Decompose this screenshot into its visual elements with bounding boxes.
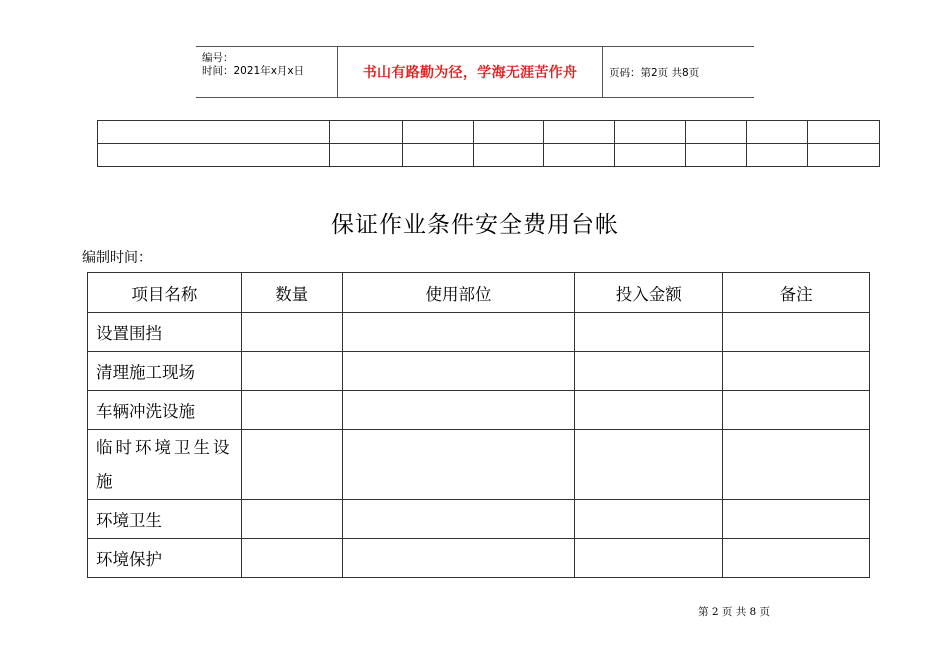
- blank-row: [98, 121, 880, 144]
- item-name-cell: 车辆冲洗设施: [88, 391, 242, 430]
- blank-grid: [97, 120, 880, 167]
- quantity-cell: [241, 430, 342, 500]
- blank-cell: [329, 121, 402, 144]
- column-header: 备注: [723, 273, 870, 313]
- page-header: [196, 46, 754, 98]
- blank-cell: [329, 144, 402, 167]
- motto: 书山有路勤为径，学海无涯苦作舟: [338, 47, 603, 97]
- blank-cell: [686, 144, 747, 167]
- item-name-cell: 环境卫生: [88, 500, 242, 539]
- blank-row: [98, 144, 880, 167]
- remarks-cell: [723, 430, 870, 500]
- blank-cell: [686, 121, 747, 144]
- usage-location-cell: [342, 539, 575, 578]
- table-row: [88, 539, 870, 578]
- header-meta: [196, 47, 338, 97]
- time-label: 时间：2021年x月x日: [202, 65, 305, 77]
- table-row: [88, 352, 870, 391]
- quantity-cell: [241, 500, 342, 539]
- table-header-row: [88, 273, 870, 313]
- column-header: 数量: [241, 273, 342, 313]
- ledger-table: [87, 272, 870, 578]
- amount-cell: [575, 500, 723, 539]
- blank-cell: [402, 121, 473, 144]
- amount-cell: [575, 352, 723, 391]
- blank-cell: [544, 144, 615, 167]
- blank-cell: [615, 121, 686, 144]
- usage-location-cell: [342, 313, 575, 352]
- amount-cell: [575, 313, 723, 352]
- blank-cell: [747, 121, 808, 144]
- item-name-cell: 设置围挡: [88, 313, 242, 352]
- number-label: 编号：: [202, 52, 234, 64]
- blank-cell: [473, 144, 544, 167]
- blank-cell: [98, 121, 330, 144]
- usage-location-cell: [342, 430, 575, 500]
- remarks-cell: [723, 313, 870, 352]
- amount-cell: [575, 539, 723, 578]
- item-name-cell: 环境保护: [88, 539, 242, 578]
- blank-cell: [808, 144, 880, 167]
- blank-cell: [402, 144, 473, 167]
- quantity-cell: [241, 539, 342, 578]
- blank-cell: [544, 121, 615, 144]
- amount-cell: [575, 391, 723, 430]
- blank-cell: [473, 121, 544, 144]
- page-footer: 第 2 页 共 8 页: [698, 606, 771, 618]
- item-name-cell: 临时环境卫生设施: [88, 430, 242, 500]
- usage-location-cell: [342, 500, 575, 539]
- column-header: 投入金额: [575, 273, 723, 313]
- table-row: [88, 313, 870, 352]
- remarks-cell: [723, 500, 870, 539]
- remarks-cell: [723, 539, 870, 578]
- table-row: [88, 500, 870, 539]
- blank-cell: [808, 121, 880, 144]
- page-number-label: 页码：第2页 共8页: [609, 66, 700, 79]
- blank-cell: [98, 144, 330, 167]
- compile-time-label: 编制时间：: [82, 250, 152, 266]
- remarks-cell: [723, 391, 870, 430]
- quantity-cell: [241, 391, 342, 430]
- document-title: 保证作业条件安全费用台帐: [331, 212, 619, 238]
- blank-cell: [747, 144, 808, 167]
- table-row: [88, 430, 870, 500]
- column-header: 使用部位: [342, 273, 575, 313]
- column-header: 项目名称: [88, 273, 242, 313]
- table-row: [88, 391, 870, 430]
- amount-cell: [575, 430, 723, 500]
- blank-cell: [615, 144, 686, 167]
- item-name-cell: 清理施工现场: [88, 352, 242, 391]
- usage-location-cell: [342, 352, 575, 391]
- usage-location-cell: [342, 391, 575, 430]
- remarks-cell: [723, 352, 870, 391]
- quantity-cell: [241, 313, 342, 352]
- quantity-cell: [241, 352, 342, 391]
